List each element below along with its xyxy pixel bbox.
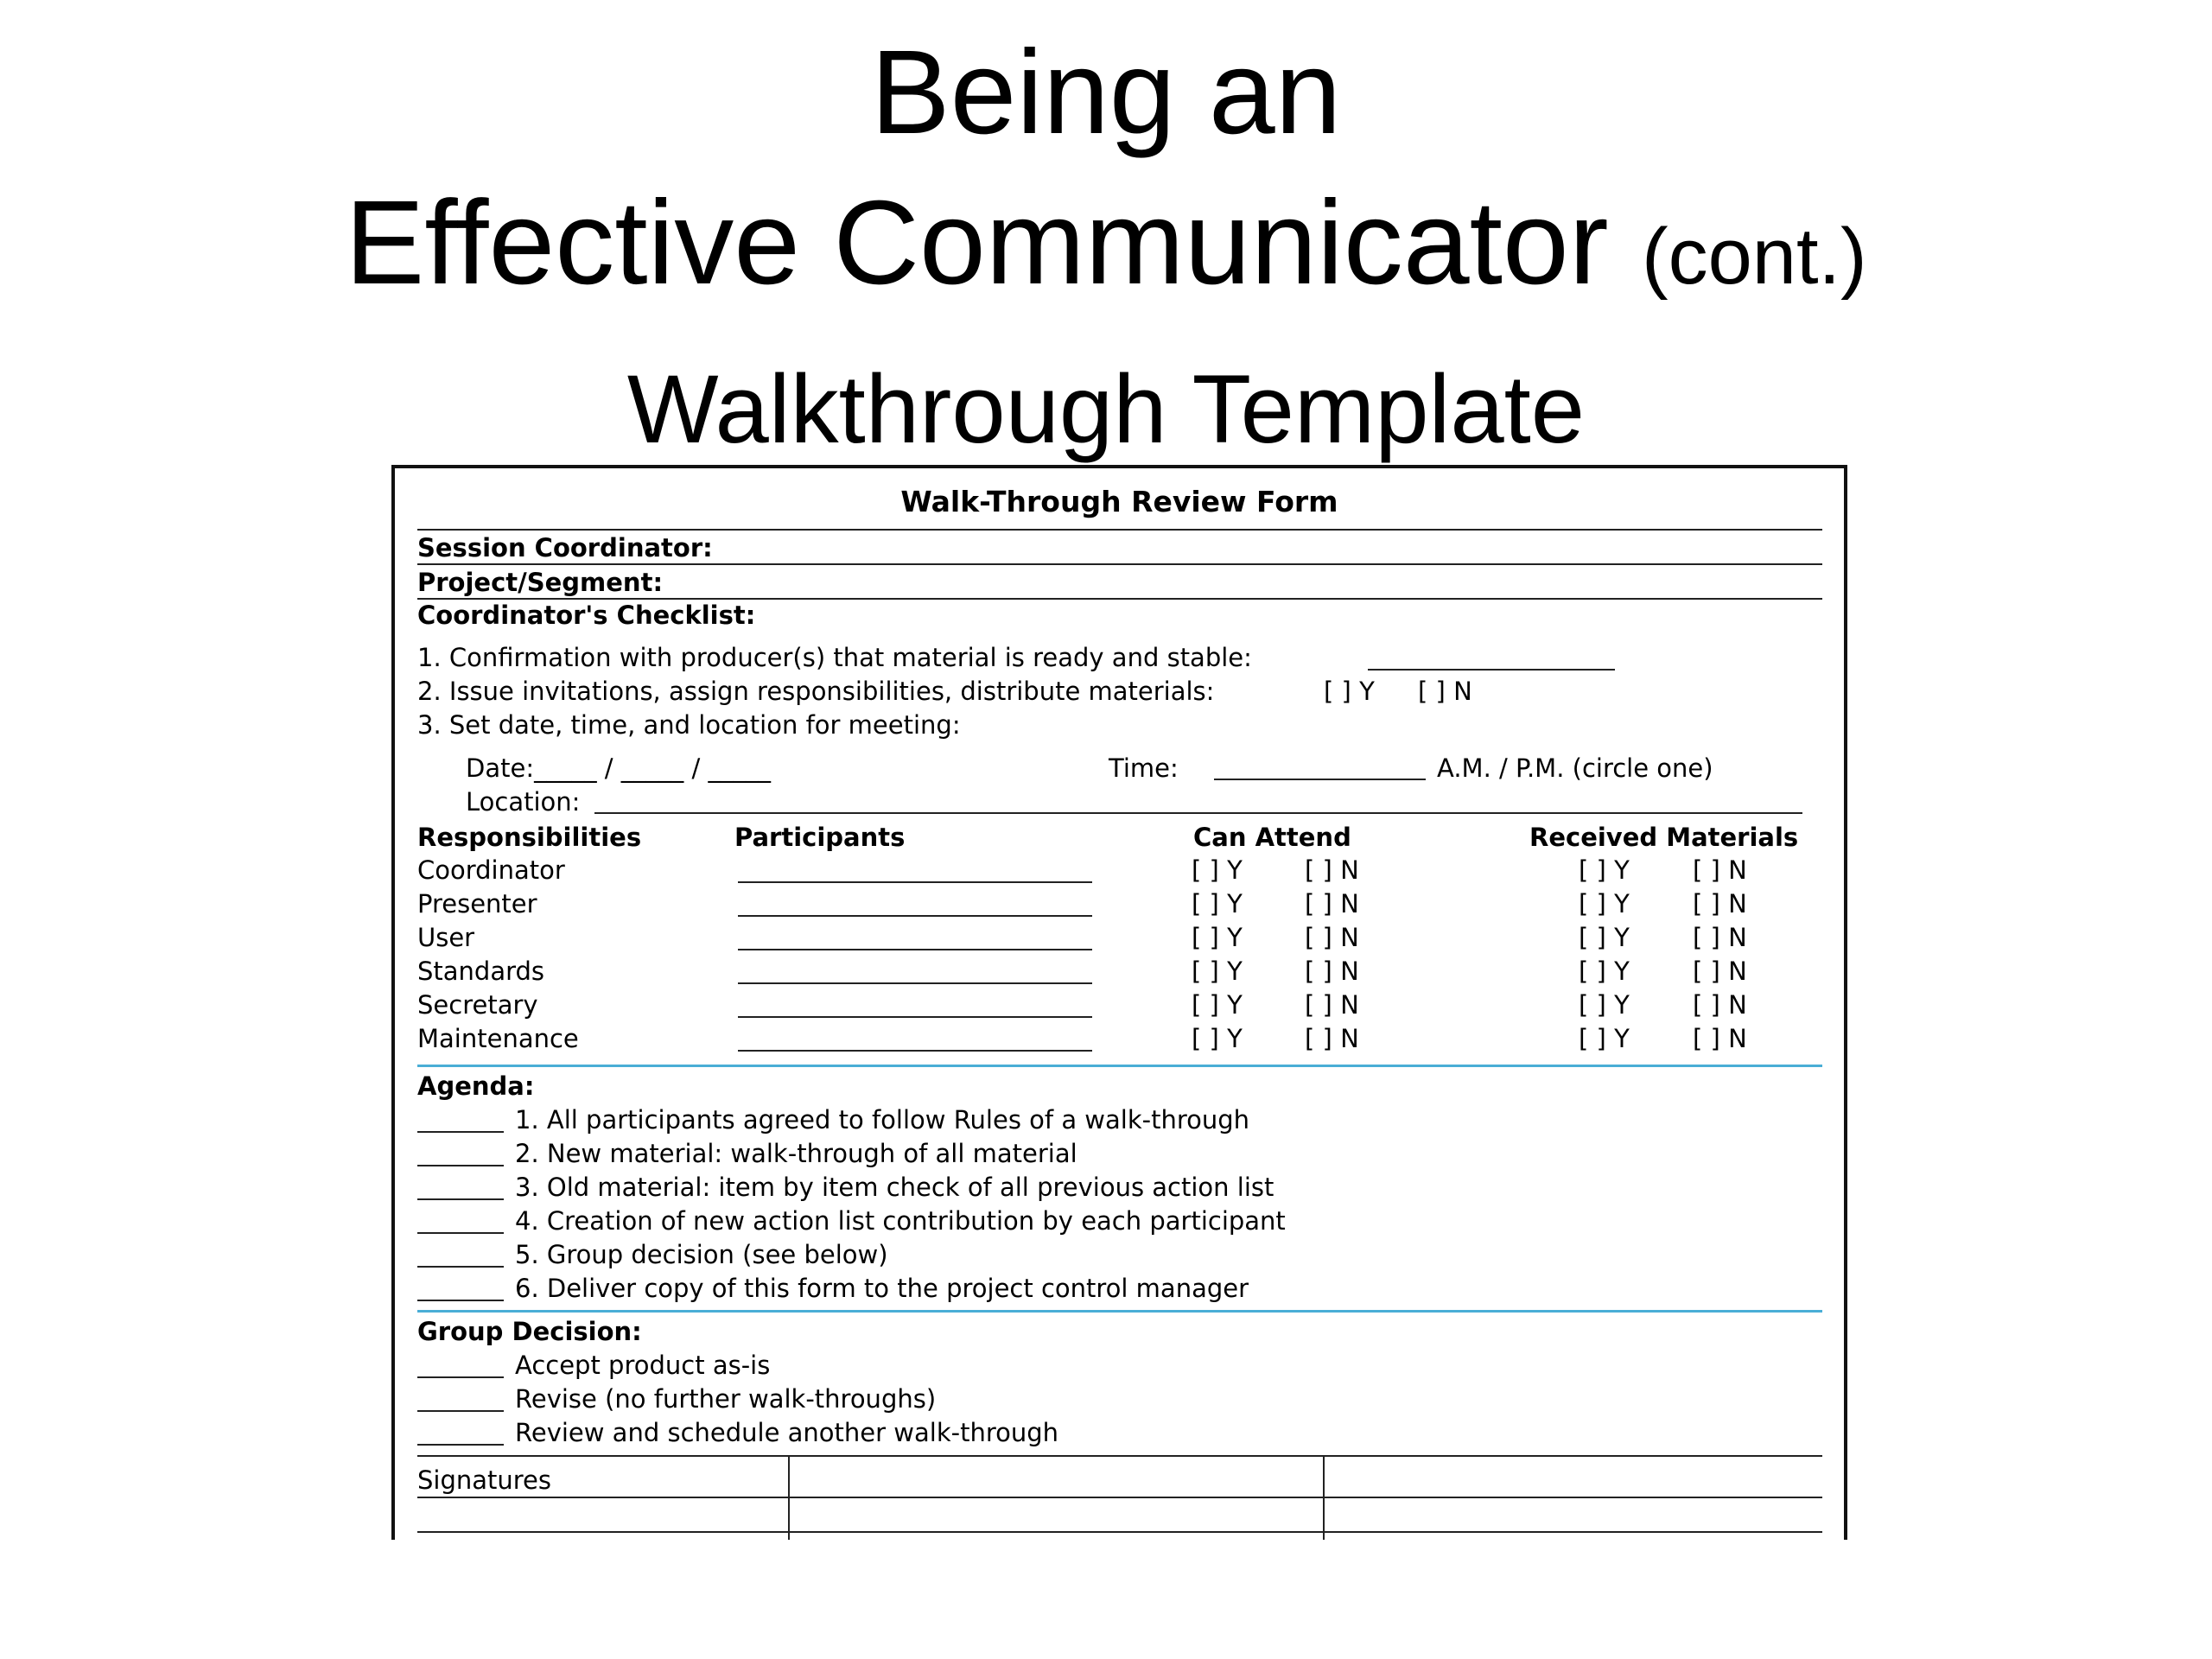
can-attend-yes[interactable]: [ ] Y: [1192, 923, 1243, 952]
agenda-item: 1. All participants agreed to follow Rules of a walk-through: [515, 1105, 1250, 1135]
role-label: Presenter: [417, 889, 537, 918]
slide-subtitle: Walkthrough Template: [626, 355, 1586, 463]
agenda-item: 4. Creation of new action list contribution by each participant: [515, 1206, 1286, 1236]
participant-field[interactable]: [738, 982, 1092, 984]
received-no[interactable]: [ ] N: [1693, 923, 1747, 952]
location-field[interactable]: [594, 812, 1802, 814]
role-label: User: [417, 923, 475, 952]
checklist-item-1-field[interactable]: [1368, 669, 1615, 671]
divider: [417, 529, 1822, 531]
agenda-check-field[interactable]: [417, 1165, 504, 1166]
responsibilities-header: Responsibilities: [417, 823, 642, 852]
agenda-check-field[interactable]: [417, 1300, 504, 1301]
participants-header: Participants: [734, 823, 906, 852]
can-attend-no[interactable]: [ ] N: [1305, 990, 1359, 1020]
received-materials-header: Received Materials: [1529, 823, 1799, 852]
can-attend-yes[interactable]: [ ] Y: [1192, 855, 1243, 885]
checklist-label: Coordinator's Checklist:: [417, 601, 756, 630]
received-no[interactable]: [ ] N: [1693, 889, 1747, 918]
session-coordinator-field[interactable]: [417, 563, 1822, 565]
checklist-item-2-no[interactable]: [ ] N: [1418, 677, 1472, 706]
received-no[interactable]: [ ] N: [1693, 1024, 1747, 1053]
agenda-check-field[interactable]: [417, 1232, 504, 1234]
location-label: Location:: [466, 787, 581, 817]
received-no[interactable]: [ ] N: [1693, 957, 1747, 986]
signatures-label: Signatures: [417, 1465, 552, 1495]
received-no[interactable]: [ ] N: [1693, 990, 1747, 1020]
decision-check-field[interactable]: [417, 1410, 504, 1412]
time-field[interactable]: [1214, 779, 1426, 780]
checklist-item-2-yes[interactable]: [ ] Y: [1324, 677, 1375, 706]
agenda-check-field[interactable]: [417, 1131, 504, 1133]
participant-field[interactable]: [738, 949, 1092, 950]
signature-line[interactable]: [417, 1531, 1822, 1533]
checklist-item-2: 2. Issue invitations, assign responsibilities, distribute materials:: [417, 677, 1215, 706]
participant-field[interactable]: [738, 1050, 1092, 1052]
role-label: Secretary: [417, 990, 538, 1020]
decision-item: Accept product as-is: [515, 1351, 771, 1380]
decision-check-field[interactable]: [417, 1444, 504, 1446]
can-attend-no[interactable]: [ ] N: [1305, 1024, 1359, 1053]
signature-line[interactable]: [417, 1497, 1822, 1498]
slide-title-cont: (cont.): [1641, 213, 1867, 301]
walkthrough-review-form: [391, 465, 1847, 1540]
agenda-check-field[interactable]: [417, 1266, 504, 1268]
participant-field[interactable]: [738, 1016, 1092, 1018]
group-decision-label: Group Decision:: [417, 1317, 642, 1346]
can-attend-yes[interactable]: [ ] Y: [1192, 990, 1243, 1020]
received-yes[interactable]: [ ] Y: [1579, 990, 1630, 1020]
ampm-label: A.M. / P.M. (circle one): [1437, 753, 1713, 783]
can-attend-no[interactable]: [ ] N: [1305, 957, 1359, 986]
decision-check-field[interactable]: [417, 1376, 504, 1378]
project-segment-field[interactable]: [417, 598, 1822, 600]
slide-title-line1: Being an: [870, 26, 1342, 159]
decision-item: Revise (no further walk-throughs): [515, 1384, 937, 1414]
received-yes[interactable]: [ ] Y: [1579, 889, 1630, 918]
role-label: Maintenance: [417, 1024, 579, 1053]
form-title: Walk-Through Review Form: [900, 485, 1338, 518]
received-yes[interactable]: [ ] Y: [1579, 957, 1630, 986]
agenda-item: 2. New material: walk-through of all material: [515, 1139, 1077, 1168]
can-attend-yes[interactable]: [ ] Y: [1192, 957, 1243, 986]
agenda-item: 5. Group decision (see below): [515, 1240, 888, 1269]
date-field[interactable]: Date:_____ / _____ / _____: [466, 753, 771, 783]
divider: [417, 1455, 1822, 1457]
slide-title-main: Effective Communicator: [345, 176, 1609, 309]
time-label: Time:: [1109, 753, 1179, 783]
agenda-check-field[interactable]: [417, 1198, 504, 1200]
participant-field[interactable]: [738, 881, 1092, 883]
received-yes[interactable]: [ ] Y: [1579, 923, 1630, 952]
can-attend-no[interactable]: [ ] N: [1305, 855, 1359, 885]
can-attend-no[interactable]: [ ] N: [1305, 889, 1359, 918]
checklist-item-1: 1. Confirmation with producer(s) that material is ready and stable:: [417, 643, 1252, 672]
can-attend-yes[interactable]: [ ] Y: [1192, 889, 1243, 918]
role-label: Standards: [417, 957, 545, 986]
decision-item: Review and schedule another walk-through: [515, 1418, 1059, 1447]
can-attend-no[interactable]: [ ] N: [1305, 923, 1359, 952]
slide-title-line2: [0, 176, 2212, 309]
checklist-item-3: 3. Set date, time, and location for meeting:: [417, 710, 961, 740]
role-label: Coordinator: [417, 855, 565, 885]
received-no[interactable]: [ ] N: [1693, 855, 1747, 885]
session-coordinator-label: Session Coordinator:: [417, 533, 713, 563]
project-segment-label: Project/Segment:: [417, 568, 664, 597]
agenda-label: Agenda:: [417, 1071, 535, 1101]
participant-field[interactable]: [738, 915, 1092, 917]
can-attend-header: Can Attend: [1193, 823, 1351, 852]
divider: [417, 1065, 1822, 1067]
received-yes[interactable]: [ ] Y: [1579, 855, 1630, 885]
agenda-item: 6. Deliver copy of this form to the project control manager: [515, 1274, 1249, 1303]
agenda-item: 3. Old material: item by item check of all previous action list: [515, 1173, 1274, 1202]
divider: [417, 1310, 1822, 1313]
received-yes[interactable]: [ ] Y: [1579, 1024, 1630, 1053]
can-attend-yes[interactable]: [ ] Y: [1192, 1024, 1243, 1053]
